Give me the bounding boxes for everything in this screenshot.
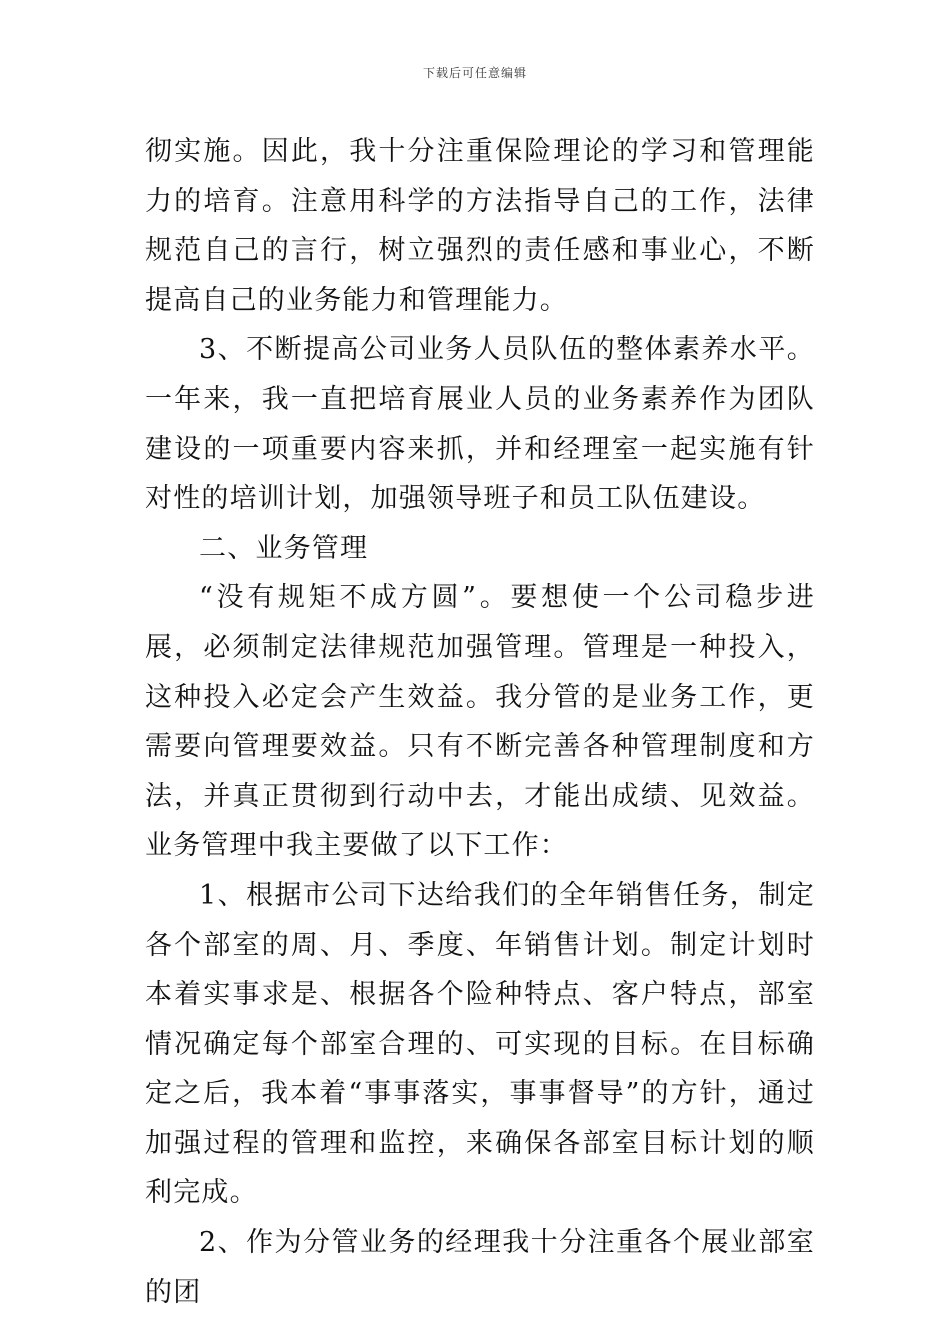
paragraph-item-2: 2、作为分管业务的经理我十分注重各个展业部室的团	[145, 1227, 815, 1308]
section-heading-business-management: 二、业务管理	[199, 532, 369, 564]
page-header: 下载后可任意编辑	[422, 66, 527, 80]
paragraph-item-1: 1、根据市公司下达给我们的全年销售任务，制定各个部室的周、月、季度、年销售计划。制定计划时本着实事求是、根据各个险种特点、客户特点，部室情况确定每个部室合理的、可实现的目标。在目标确定之后，我本着“事事落实，事事督导”的方针，通过加强过程的管理和监控，来确保各部室目标计划的顺利完成。	[145, 879, 815, 1209]
paragraph-management-intro: “没有规矩不成方圆”。要想使一个公司稳步进展，必须制定法律规范加强管理。管理是一种投入，这种投入必定会产生效益。我分管的是业务工作，更需要向管理要效益。只有不断完善各种管理制度和方法，并真正贯彻到行动中去，才能出成绩、见效益。业务管理中我主要做了以下工作：	[145, 582, 815, 862]
paragraph-continued: 彻实施。因此，我十分注重保险理论的学习和管理能力的培育。注意用科学的方法指导自己的工作，法律规范自己的言行，树立强烈的责任感和事业心，不断提高自己的业务能力和管理能力。	[145, 136, 815, 316]
document-body	[145, 127, 815, 1317]
paragraph-item-3: 3、不断提高公司业务人员队伍的整体素养水平。一年来，我一直把培育展业人员的业务素养作为团队建设的一项重要内容来抓，并和经理室一起实施有针对性的培训计划，加强领导班子和员工队伍建设。	[145, 334, 815, 515]
